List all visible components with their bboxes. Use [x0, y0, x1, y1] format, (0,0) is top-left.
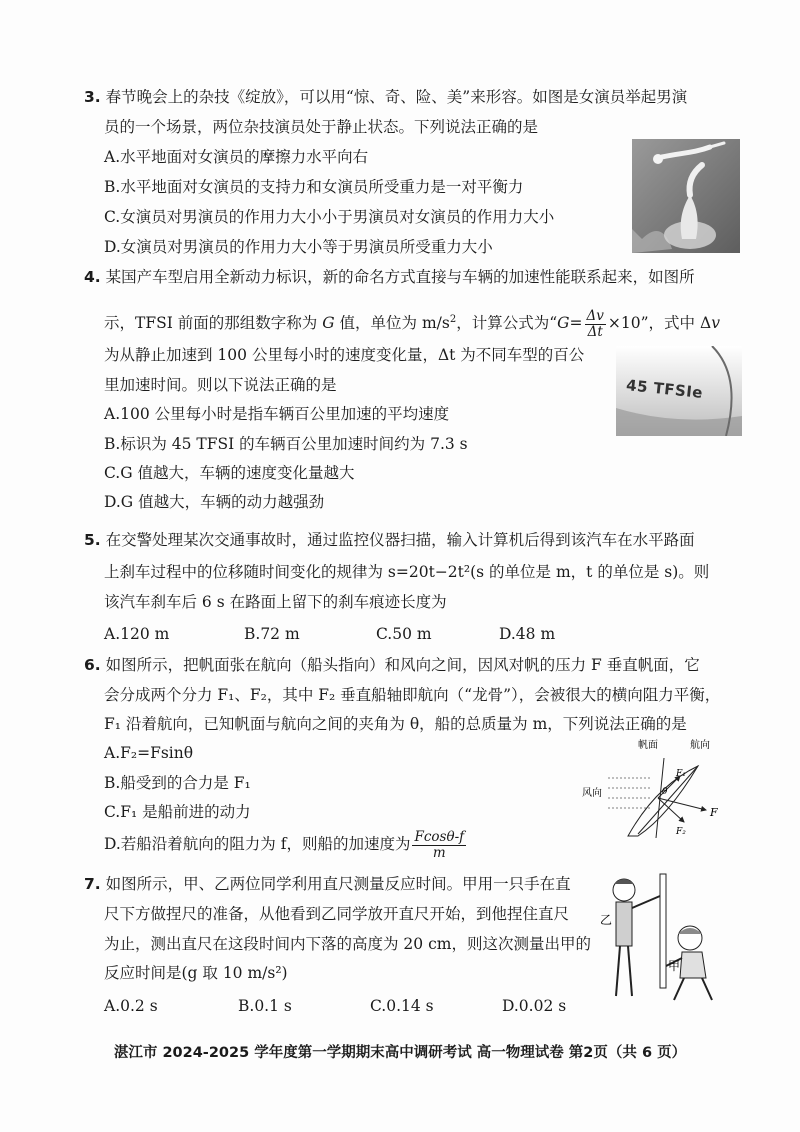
q4-line2: [104, 303, 720, 340]
q3-line1: [84, 87, 687, 107]
q4-option-d: D.G 值越大，车辆的动力越强劲: [104, 493, 325, 511]
q4-formula-fraction: [585, 309, 606, 340]
q7-option-a: A.0.2 s: [104, 997, 158, 1015]
q5-line2: 上刹车过程中的位移随时间变化的规律为 s=20t−2t²(s 的单位是 m，t 的单位是 s)。则: [104, 563, 710, 581]
ruler-reaction-figure: [598, 868, 738, 1006]
q5-text-1: 在交警处理某次交通事故时，通过监控仪器扫描，输入计算机后得到该汽车在水平路面: [105, 531, 695, 549]
car-badge-photo: [616, 346, 742, 436]
q4-line3: 为从静止加速到 100 公里每小时的速度变化量，Δt 为不同车型的百公: [104, 346, 585, 364]
q5-option-b: B.72 m: [244, 625, 300, 643]
acrobat-photo: [632, 139, 740, 253]
q4-text-1: 某国产车型启用全新动力标识，新的命名方式直接与车辆的加速性能联系起来，如图所: [105, 268, 695, 286]
student-yi-body: [616, 902, 632, 946]
label-F: F: [710, 806, 718, 819]
q3-option-c: C.女演员对男演员的作用力大小小于男演员对女演员的作用力大小: [104, 208, 555, 226]
q4-text-2a: 示，TFSI 前面的那组数字称为: [104, 314, 318, 333]
q7-option-d: D.0.02 s: [502, 997, 567, 1015]
label-yi: 乙: [600, 913, 613, 927]
student-yi-hair: [614, 879, 634, 884]
q6-option-d-denominator: m: [432, 844, 446, 861]
q6-line2: 会分成两个分力 F₁、F₂，其中 F₂ 垂直船轴即航向（“龙骨”），会被很大的横向阻力平衡，: [104, 686, 721, 704]
q6-option-c: C.F₁ 是船前进的动力: [104, 803, 251, 821]
q6-text-1: 如图所示，把帆面张在航向（船头指向）和风向之间，因风对帆的压力 F 垂直帆面，它: [105, 656, 700, 674]
label-sail: 帆面: [638, 740, 658, 751]
q4-unit-sup: 2: [449, 314, 457, 325]
q7-line2: 尺下方做捏尺的准备，从他看到乙同学放开直尺开始，到他捏住直尺: [104, 905, 570, 923]
student-jia-body: [680, 952, 706, 978]
q4-text-2c: ，计算公式为“: [456, 314, 558, 333]
q3-option-d: D.女演员对男演员的作用力大小等于男演员所受重力大小: [104, 238, 493, 256]
student-yi-leg-left: [616, 946, 620, 996]
q5-option-a: A.120 m: [104, 625, 170, 643]
q4-v-symbol: v: [711, 314, 720, 333]
q5-options: [104, 624, 704, 644]
q6-option-d-text: D.若船沿着航向的阻力为 f，则船的加速度为: [104, 835, 411, 853]
sail-force-diagram: [578, 736, 738, 842]
q6-option-a: A.F₂=Fsinθ: [104, 744, 194, 762]
q7-option-b: B.0.1 s: [238, 997, 292, 1015]
q4-text-2b: 值，单位为 m/s: [339, 314, 450, 333]
student-jia-legs: [674, 978, 712, 1000]
q6-line3: F₁ 沿着航向，已知帆面与航向之间的夹角为 θ，船的总质量为 m，下列说法正确的是: [104, 715, 687, 733]
q7-text-1: 如图所示，甲、乙两位同学利用直尺测量反应时间。甲用一只手在直: [105, 875, 571, 893]
q6-option-d-numerator: Fcosθ-f: [414, 828, 465, 845]
q4-line4: 里加速时间。则以下说法正确的是: [104, 376, 337, 394]
q6-number: 6.: [84, 656, 101, 674]
ruler: [660, 874, 666, 988]
q7-line3: 为止，测出直尺在这段时间内下落的高度为 20 cm，则这次测量出甲的: [104, 935, 591, 953]
label-F1: F₁: [676, 769, 686, 779]
student-yi-leg-right: [628, 946, 632, 996]
q3-option-b: B.水平地面对女演员的支持力和女演员所受重力是一对平衡力: [104, 178, 524, 196]
q4-number: 4.: [84, 268, 101, 286]
q4-line1: [84, 267, 695, 287]
q3-text-1: 春节晚会上的杂技《绽放》，可以用“惊、奇、险、美”来形容。如图是女演员举起男演: [105, 88, 688, 106]
q4-g-symbol: G: [322, 314, 335, 333]
q4-option-c: C.G 值越大，车辆的速度变化量越大: [104, 464, 355, 482]
q3-option-a: A.水平地面对女演员的摩擦力水平向右: [104, 148, 369, 166]
q4-formula-lhs: G=: [557, 314, 583, 333]
student-yi-arm: [632, 896, 660, 908]
hull-outline: [628, 766, 698, 836]
q7-line4: 反应时间是(g 取 10 m/s²): [104, 964, 288, 982]
q7-line1: [84, 874, 571, 894]
q6-line1: [84, 655, 700, 675]
q4-formula-tail: ×10”，式中 Δ: [607, 314, 712, 333]
q5-line3: 该汽车刹车后 6 s 在路面上留下的刹车痕迹长度为: [104, 593, 447, 611]
label-course: 航向: [690, 740, 710, 751]
q4-option-b: B.标识为 45 TFSI 的车辆百公里加速时间约为 7.3 s: [104, 435, 468, 453]
q5-number: 5.: [84, 531, 101, 549]
label-F2: F₂: [676, 827, 686, 837]
q7-option-c: C.0.14 s: [370, 997, 434, 1015]
q3-line2: 员的一个场景，两位杂技演员处于静止状态。下列说法正确的是: [104, 118, 539, 136]
q3-number: 3.: [84, 88, 101, 106]
label-theta: θ: [662, 787, 668, 797]
q6-option-d: [104, 826, 468, 862]
q5-line1: [84, 530, 695, 550]
car-badge-text: 45 TFSIe: [625, 376, 704, 402]
q6-option-b: B.船受到的合力是 F₁: [104, 774, 251, 792]
q4-formula-numerator: Δv: [586, 307, 604, 324]
q4-option-a: A.100 公里每小时是指车辆百公里加速的平均速度: [104, 405, 450, 423]
label-wind: 风向: [582, 788, 602, 799]
wind-lines: [608, 778, 650, 808]
q5-option-d: D.48 m: [499, 625, 556, 643]
q7-options: [104, 996, 624, 1016]
q4-formula-denominator: Δt: [587, 323, 603, 340]
page-footer: 湛江市 2024-2025 学年度第一学期期末高中调研考试 高一物理试卷 第2页（共 6 页）: [113, 1045, 687, 1061]
q7-number: 7.: [84, 875, 101, 893]
q5-option-c: C.50 m: [376, 625, 432, 643]
label-jia: 甲: [668, 959, 681, 973]
q6-option-d-fraction: [412, 830, 466, 861]
